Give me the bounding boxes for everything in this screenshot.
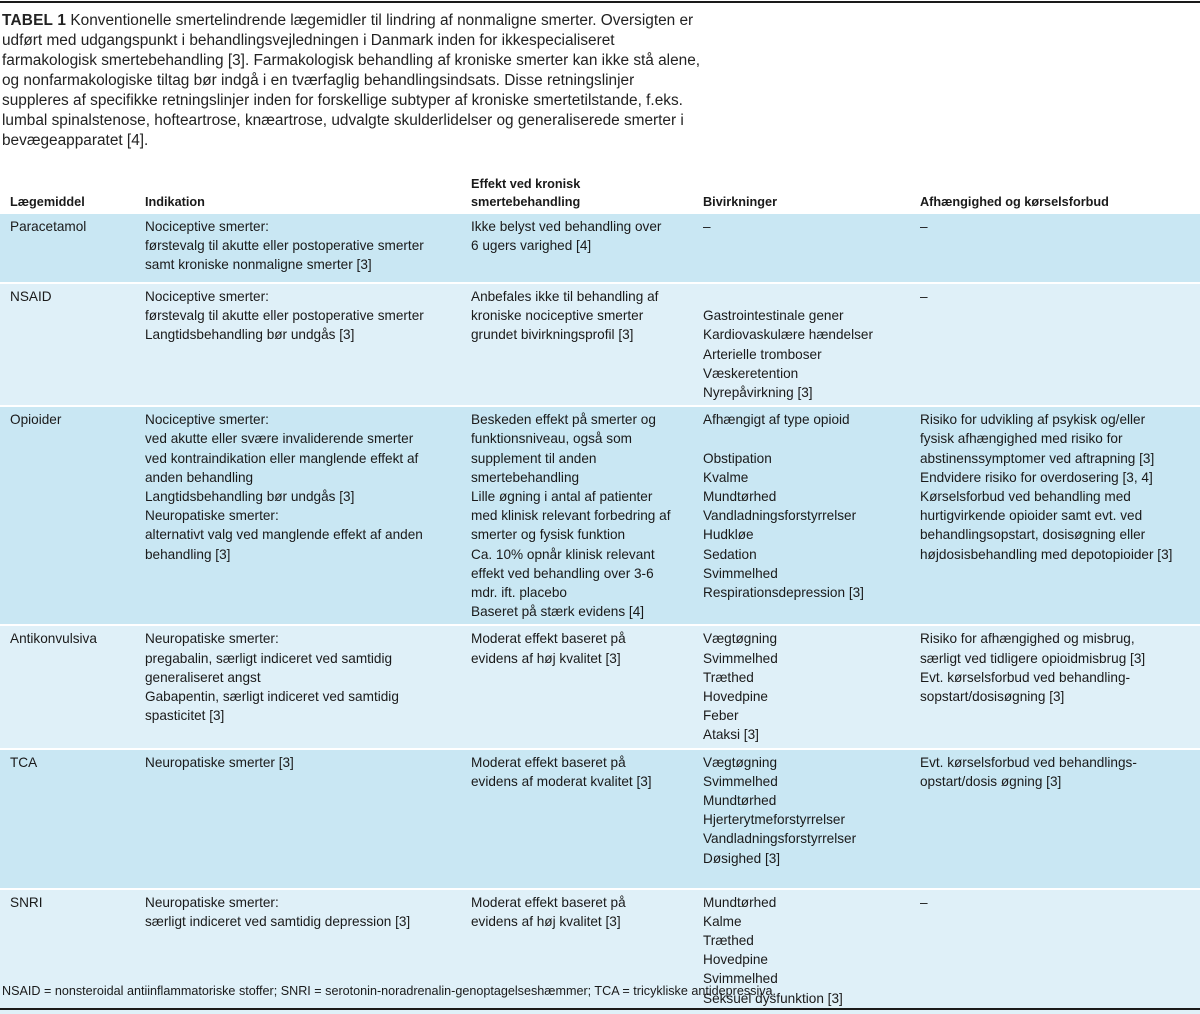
cell-line: Neuropatiske smerter [3] — [145, 754, 294, 770]
drug-cell — [0, 214, 145, 283]
header-effect — [471, 175, 580, 211]
header-effect-line: smertebehandling — [471, 195, 581, 209]
effect-cell — [471, 283, 703, 406]
cell-line: Moderat effekt baseret på — [471, 894, 626, 910]
cell-line: – — [920, 219, 928, 234]
cell-line: Arterielle tromboser — [703, 346, 822, 362]
cell-text: Opioider — [10, 412, 62, 428]
dependence-cell — [920, 889, 1200, 1014]
cell-line: Neuropatiske smerter: — [145, 508, 279, 524]
cell-line: Hudkløe — [703, 527, 754, 543]
cell-line: Gastrointestinale gener — [703, 308, 844, 324]
cell-line: særligt indiceret ved samtidig depression [3] — [145, 913, 411, 929]
cell-line: Væskeretention — [703, 365, 799, 381]
cell-line: Gabapentin, særligt indiceret ved samtidig — [145, 689, 399, 705]
cell-line: ved kontraindikation eller manglende effekt af — [145, 450, 419, 466]
cell-text: TCA — [10, 754, 38, 770]
indication-cell — [145, 283, 471, 406]
cell-line: Nociceptive smerter: — [145, 412, 269, 428]
cell-line: sopstart/dosisøgning [3] — [920, 689, 1065, 705]
cell-line: Feber — [703, 708, 739, 724]
cell-line: Ca. 10% opnår klinisk relevant — [471, 546, 655, 562]
cell-line: Ikke belyst ved behandling over — [471, 219, 662, 234]
table-row — [0, 749, 1200, 889]
cell-line: smerter og fysisk funktion — [471, 527, 626, 543]
cell-line: – — [920, 289, 928, 304]
cell-line: Lille øgning i antal af patienter — [471, 489, 653, 505]
header-drug: Lægemiddel — [10, 195, 85, 209]
table-row — [0, 406, 1200, 625]
cell-line: med klinisk relevant forbedring af — [471, 508, 671, 524]
cell-line: Evt. kørselsforbud ved behandling- — [920, 669, 1131, 685]
cell-line: Respirationsdepression [3] — [703, 585, 864, 601]
table-footnote: NSAID = nonsteroidal antiinflammatoriske stoffer; SNRI = serotonin-noradrenalin-genoptagelseshæmmer; TCA = tricykliske antidepressiva. — [2, 984, 777, 998]
drug-cell — [0, 283, 145, 406]
side-effects-cell — [703, 214, 920, 283]
cell-line: – — [920, 894, 928, 910]
dependence-cell — [920, 406, 1200, 625]
cell-line: 6 ugers varighed [4] — [471, 238, 592, 254]
indication-cell — [145, 625, 471, 748]
cell-line: samt kroniske nonmaligne smerter [3] — [145, 257, 372, 273]
cell-line: hurtigvirkende opioider samt evt. ved — [920, 508, 1143, 524]
cell-line: alternativt valg ved manglende effekt af anden — [145, 527, 423, 543]
header-dependence: Afhængighed og kørselsforbud — [920, 195, 1109, 209]
cell-line: funktionsniveau, også som — [471, 431, 632, 447]
table-row — [0, 625, 1200, 748]
table-row — [0, 283, 1200, 406]
cell-line: spasticitet [3] — [145, 708, 225, 724]
cell-line: Mundtørhed — [703, 793, 777, 809]
cell-line: smertebehandling — [471, 469, 580, 485]
cell-line: fysisk afhængighed med risiko for — [920, 431, 1123, 447]
cell-line: Hovedpine — [703, 952, 768, 968]
cell-line: Moderat effekt baseret på — [471, 631, 626, 647]
side-effects-cell — [703, 749, 920, 889]
cell-line: generaliseret angst — [145, 669, 261, 685]
drug-cell — [0, 625, 145, 748]
cell-line: mdr. ift. placebo — [471, 585, 567, 601]
cell-line: Mundtørhed — [703, 489, 777, 504]
cell-text: Antikonvulsiva — [10, 631, 97, 647]
cell-line: effekt ved behandling over 3-6 — [471, 565, 654, 581]
cell-line: Nyrepåvirkning [3] — [703, 385, 813, 400]
dependence-cell — [920, 283, 1200, 406]
cell-line: pregabalin, særligt indiceret ved samtidig — [145, 650, 393, 666]
side-effects-cell — [703, 406, 920, 625]
cell-line: særligt ved tidligere opioidmisbrug [3] — [920, 650, 1146, 666]
effect-cell — [471, 625, 703, 748]
top-rule — [0, 1, 1200, 3]
cell-line: Kvalme — [703, 469, 749, 485]
cell-line: Træthed — [703, 933, 754, 949]
drug-table — [0, 214, 1200, 1014]
cell-line: evidens af høj kvalitet [3] — [471, 650, 621, 666]
cell-line: anden behandling — [145, 469, 254, 485]
cell-line: Evt. kørselsforbud ved behandlings- — [920, 754, 1137, 770]
cell-line: Vægtøgning — [703, 631, 778, 647]
cell-line: Vægtøgning — [703, 754, 778, 770]
cell-text: Paracetamol — [10, 219, 87, 234]
cell-line: behandling [3] — [145, 546, 231, 562]
cell-line: evidens af moderat kvalitet [3] — [471, 773, 652, 789]
header-effect-line: Effekt ved kronisk — [471, 177, 581, 191]
cell-line: Nociceptive smerter: — [145, 289, 269, 304]
caption-text: Konventionelle smertelindrende lægemidler til lindring af nonmaligne smerter. Oversigten er udført med udgangspunkt i behandlingsvejledningen i Danmark inden for ikkespecialiseret farmakologisk smertebehandling [3]. Farmakologisk behandling af kroniske smerter kan ikke stå alene, og nonfarmakologiske tiltag bør indgå i en tværfaglig behandlingsindsats. Disse retningslinjer suppleres af specifikke retningslinjer inden for forskellige subtyper af kroniske smertetilstande, f.eks. lumbal spinalstenose, hofteartrose, knæartrose, udvalgte skulderlidelser og generaliserede smerter i bevægeapparatet [4]. — [2, 12, 701, 149]
cell-line: Svimmelhed — [703, 971, 778, 987]
cell-line: Nociceptive smerter: — [145, 219, 269, 234]
table-header — [0, 170, 1200, 214]
effect-cell — [471, 214, 703, 283]
dependence-cell — [920, 625, 1200, 748]
cell-line: Baseret på stærk evidens [4] — [471, 604, 645, 620]
cell-line: Ataksi [3] — [703, 727, 759, 743]
table-body — [0, 214, 1200, 1014]
cell-line: opstart/dosis øgning [3] — [920, 773, 1062, 789]
cell-line: behandlingsopstart, dosisøgning eller — [920, 527, 1146, 543]
cell-line: førstevalg til akutte eller postoperative smerter — [145, 238, 424, 254]
effect-cell — [471, 749, 703, 889]
table-caption — [2, 11, 702, 151]
header-side-effects: Bivirkninger — [703, 195, 778, 209]
effect-cell — [471, 406, 703, 625]
cell-line: Afhængigt af type opioid — [703, 412, 850, 428]
cell-line: Hjerterytmeforstyrrelser — [703, 812, 845, 828]
cell-line: Vandladningsforstyrrelser — [703, 831, 857, 847]
cell-line: supplement til anden — [471, 450, 597, 466]
cell-line: Døsighed [3] — [703, 850, 781, 866]
cell-line: Mundtørhed — [703, 894, 777, 910]
cell-line: Moderat effekt baseret på — [471, 754, 626, 770]
header-indication: Indikation — [145, 195, 205, 209]
cell-line: Seksuel dysfunktion [3] — [703, 990, 843, 1006]
cell-line: Langtidsbehandling bør undgås [3] — [145, 327, 355, 343]
cell-line: Svimmelhed — [703, 773, 778, 789]
dependence-cell — [920, 749, 1200, 889]
side-effects-cell — [703, 625, 920, 748]
cell-line: Sedation — [703, 546, 757, 562]
cell-line: Beskeden effekt på smerter og — [471, 412, 656, 428]
cell-line: førstevalg til akutte eller postoperative smerter — [145, 308, 424, 324]
cell-line: ved akutte eller svære invaliderende smerter — [145, 431, 414, 447]
table-row — [0, 214, 1200, 283]
cell-text: SNRI — [10, 894, 43, 910]
cell-line: Anbefales ikke til behandling af — [471, 289, 659, 304]
cell-line: Kørselsforbud ved behandling med — [920, 489, 1131, 505]
cell-line: Svimmelhed — [703, 650, 778, 666]
cell-line: højdosisbehandling med depotopioider [3] — [920, 546, 1173, 562]
cell-line: Hovedpine — [703, 689, 768, 705]
cell-line: kroniske nociceptive smerter — [471, 308, 644, 324]
cell-line: Risiko for udvikling af psykisk og/eller — [920, 412, 1146, 428]
drug-cell — [0, 749, 145, 889]
cell-line: Kardiovaskulære hændelser — [703, 327, 874, 343]
cell-line: – — [703, 219, 711, 234]
indication-cell — [145, 749, 471, 889]
cell-line: Langtidsbehandling bør undgås [3] — [145, 489, 355, 505]
drug-cell — [0, 406, 145, 625]
table-label: TABEL 1 — [2, 12, 67, 29]
cell-line: Vandladningsforstyrrelser — [703, 508, 857, 524]
cell-line: abstinenssymptomer ved aftrapning [3] — [920, 450, 1155, 466]
cell-line: Risiko for afhængighed og misbrug, — [920, 631, 1135, 647]
cell-line: Obstipation — [703, 450, 772, 466]
cell-line: Svimmelhed — [703, 565, 778, 581]
indication-cell — [145, 214, 471, 283]
side-effects-cell — [703, 283, 920, 406]
cell-line: Neuropatiske smerter: — [145, 631, 279, 647]
bottom-rule — [0, 1008, 1200, 1010]
dependence-cell — [920, 214, 1200, 283]
cell-line: Endvidere risiko for overdosering [3, 4] — [920, 469, 1153, 485]
cell-line: evidens af høj kvalitet [3] — [471, 913, 621, 929]
indication-cell — [145, 406, 471, 625]
cell-line: grundet bivirkningsprofil [3] — [471, 327, 634, 343]
cell-text: NSAID — [10, 289, 52, 304]
cell-line — [703, 429, 914, 448]
cell-line — [703, 287, 914, 306]
cell-line: Neuropatiske smerter: — [145, 894, 279, 910]
cell-line: Kalme — [703, 913, 742, 929]
cell-line: Træthed — [703, 669, 754, 685]
